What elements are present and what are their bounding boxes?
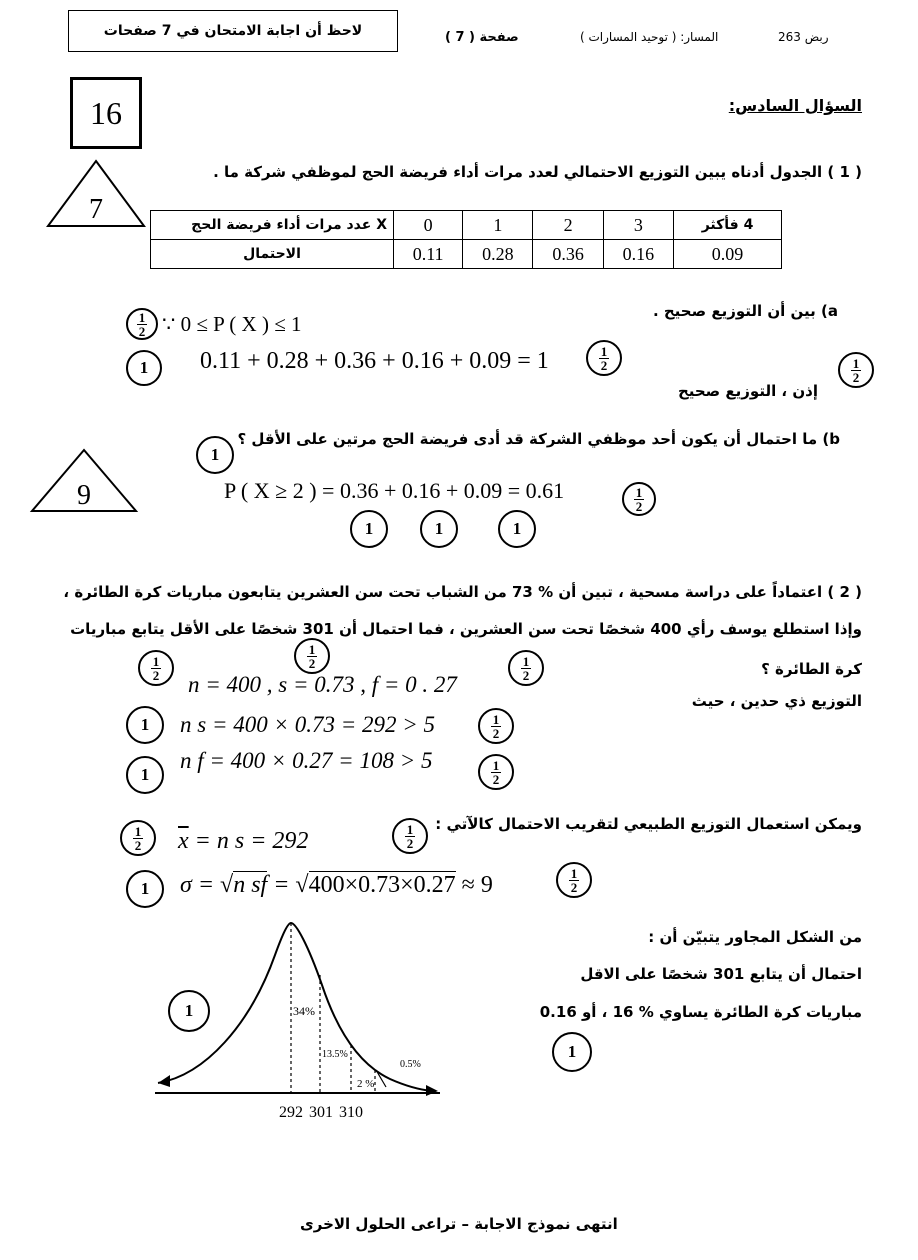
question-title: السؤال السادس: [728,96,862,115]
curve-tick: 301 [309,1104,333,1121]
mark-one: 1 [126,870,164,908]
header-page: صفحة ( 7 ) [445,30,519,45]
part2-statement-line1: ( 2 ) اعتماداً على دراسة مسحية ، تبين أن % 73 من الشباب تحت سن العشرين يتابعون مباريات كرة الطائرة ، [63,583,862,601]
header-note-box [68,10,398,52]
part-a-question: a) بين أن التوزيع صحيح . [652,302,838,320]
result-line2: مباريات كرة الطائرة يساوي % 16 ، أو 0.16 [539,1003,862,1021]
binomial-note: التوزيع ذي حدين ، حيث [691,692,862,710]
mark-one: 1 [126,706,164,744]
table-row [151,240,782,269]
part-a-conclusion: إذن ، التوزيع صحيح [677,382,818,400]
mark-one: 1 [196,436,234,474]
mark-half: $\frac{1}{2}$ [294,638,330,674]
eq-sigma: σ = √n sf = √400×0.73×0.27 ≈ 9 [180,872,493,898]
mark-half: $\frac{1}{2}$ [120,820,156,856]
part2-statement-line3: كرة الطائرة ؟ [761,660,862,678]
mark-half: $\frac{1}{2}$ [392,818,428,854]
eq-n-s-f: n = 400 , s = 0.73 , f = 0 . 27 [188,672,457,697]
curve-label: 2 % [357,1078,375,1090]
mark-one: 1 [126,756,164,794]
mark-half: $\frac{1}{2}$ [586,340,622,376]
mark-half: $\frac{1}{2}$ [478,708,514,744]
mark-half: $\frac{1}{2}$ [138,650,174,686]
table-cell: 0.09 [674,240,782,269]
table-cell: 4 فأكثر [674,211,782,240]
mark-half: $\frac{1}{2}$ [622,482,656,516]
mean-rhs: = n s = 292 [188,828,309,854]
header-code: ربض 263 [778,30,829,44]
eq-nf: n f = 400 × 0.27 = 108 > 5 [180,748,433,773]
table-cell: 0 [394,211,463,240]
mark-one: 1 [350,510,388,548]
part-b-score-triangle [28,447,140,515]
part-a-line1: ∵ 0 ≤ P ( X ) ≤ 1 [162,312,302,336]
footer-note: انتهى نموذج الاجابة – تراعى الحلول الاخرى [300,1215,618,1233]
normal-curve-figure [150,915,450,1130]
figure-note: من الشكل المجاور يتبيّن أن : [648,928,862,946]
curve-label: 13.5% [322,1049,348,1060]
total-score-box [70,77,142,149]
distribution-table [150,210,782,269]
mark-half: $\frac{1}{2}$ [838,352,874,388]
part1-score-triangle [44,158,148,230]
table-cell: 0.11 [394,240,463,269]
part-b-score: 9 [77,480,91,511]
mark-one: 1 [168,990,210,1032]
curve-tick: 310 [339,1104,363,1121]
curve-label: 34% [293,1004,315,1018]
mark-one: 1 [420,510,458,548]
mark-half: $\frac{1}{2}$ [126,308,158,340]
header-note: لاحظ أن اجابة الامتحان في 7 صفحات [103,23,363,39]
eq-ns: n s = 400 × 0.73 = 292 > 5 [180,712,436,737]
curve-tick: 292 [279,1104,303,1121]
table-header-label: X عدد مرات أداء فريضة الحج [151,211,394,240]
mark-half: $\frac{1}{2}$ [478,754,514,790]
header-track: المسار: ( توحيد المسارات ) [580,30,719,44]
mark-one: 1 [498,510,536,548]
part-a-line2: 0.11 + 0.28 + 0.36 + 0.16 + 0.09 = 1 [200,348,549,374]
part2-statement-line2: وإذا استطلع يوسف رأي 400 شخصًا تحت سن العشرين ، فما احتمال أن 301 شخصًا على الأقل يتابع مباريات [70,620,862,638]
part-b-line: P ( X ≥ 2 ) = 0.36 + 0.16 + 0.09 = 0.61 [224,478,565,503]
eq-mean [178,828,308,855]
result-line1: احتمال أن يتابع 301 شخصًا على الاقل [580,965,862,983]
table-cell: 0.16 [603,240,673,269]
mark-half: $\frac{1}{2}$ [556,862,592,898]
total-score: 16 [90,94,122,131]
table-prob-label: الاحتمال [151,240,394,269]
mark-one: 1 [126,350,162,386]
part-b-question: b) ما احتمال أن يكون أحد موظفي الشركة قد أدى فريضة الحج مرتين على الأقل ؟ [237,430,840,448]
table-cell: 3 [603,211,673,240]
curve-label: 0.5% [400,1059,421,1070]
part1-statement: ( 1 ) الجدول أدناه يبين التوزيع الاحتمالي لعدد مرات أداء فريضة الحج لموظفي شركة ما . [213,163,862,181]
table-cell: 0.28 [463,240,533,269]
table-row [151,211,782,240]
normal-note: ويمكن استعمال التوزيع الطبيعي لتقريب الاحتمال كالآتي : [435,815,862,833]
mark-half: $\frac{1}{2}$ [508,650,544,686]
table-cell: 0.36 [533,240,603,269]
part1-score: 7 [89,194,103,225]
mean-x-bar: $\overline{x}$ [178,828,189,854]
mark-one: 1 [552,1032,592,1072]
table-cell: 1 [463,211,533,240]
table-cell: 2 [533,211,603,240]
